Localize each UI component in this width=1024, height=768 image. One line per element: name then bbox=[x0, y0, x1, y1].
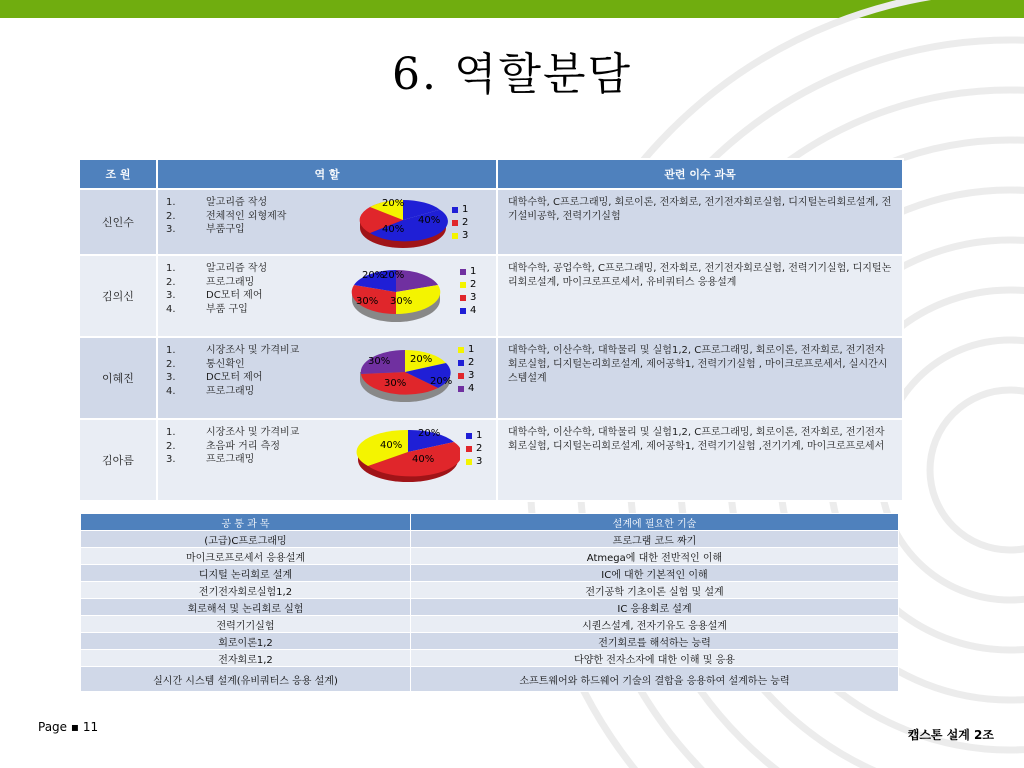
legend-item: 1 bbox=[460, 266, 476, 278]
legend-item: 2 bbox=[458, 357, 474, 369]
requirements-table bbox=[80, 513, 899, 692]
header-role: 역 할 bbox=[157, 159, 497, 189]
task-item: 1. 시장조사 및 가격비교 bbox=[166, 345, 300, 356]
pie-label: 30% bbox=[356, 296, 379, 307]
legend-item: 3 bbox=[466, 456, 482, 468]
pie-label: 20% bbox=[410, 354, 433, 365]
header-required-skill: 설계에 필요한 기술 bbox=[411, 514, 899, 531]
member-name: 이혜진 bbox=[79, 337, 157, 419]
pie-label: 20% bbox=[362, 270, 385, 281]
legend-item: 2 bbox=[452, 217, 468, 229]
table-row bbox=[81, 616, 899, 633]
task-item: 3. DC모터 제어 bbox=[166, 372, 263, 383]
skill-cell: 전기회로를 해석하는 능력 bbox=[411, 633, 899, 650]
pie-chart bbox=[350, 264, 442, 324]
chart-legend bbox=[458, 344, 474, 396]
legend-item: 2 bbox=[466, 443, 482, 455]
team-label: 캡스톤 설계 2조 bbox=[907, 728, 994, 742]
legend-item: 4 bbox=[460, 305, 476, 317]
pie-label: 20% bbox=[430, 376, 452, 387]
pie-label: 20% bbox=[382, 198, 405, 209]
courses-cell: 대학수학, C프로그래밍, 회로이론, 전자회로, 전기전자회로실험, 디지털논리회로설계, 전기설비공학, 전력기기실험 bbox=[497, 189, 903, 255]
role-table bbox=[78, 158, 904, 502]
skill-cell: Atmega에 대한 전반적인 이해 bbox=[411, 548, 899, 565]
subject-cell: 디지털 논리회로 설계 bbox=[81, 565, 411, 582]
subject-cell: 회로해석 및 논리회로 실험 bbox=[81, 599, 411, 616]
member-name: 김아름 bbox=[79, 419, 157, 501]
chart-legend bbox=[466, 430, 482, 469]
member-row bbox=[79, 419, 903, 501]
header-courses: 관련 이수 과목 bbox=[497, 159, 903, 189]
subject-cell: 전기전자회로실험1,2 bbox=[81, 582, 411, 599]
member-name: 김의신 bbox=[79, 255, 157, 337]
legend-item: 4 bbox=[458, 383, 474, 395]
table-row bbox=[81, 667, 899, 692]
courses-cell: 대학수학, 공업수학, C프로그래밍, 전자회로, 전기전자회로실험, 전력기기실험, 디지털논리회로설계, 마이크로프로세서, 유비쿼터스 응용설계 bbox=[497, 255, 903, 337]
pie-label: 30% bbox=[384, 378, 407, 389]
top-accent-bar bbox=[0, 0, 1024, 18]
member-row bbox=[79, 189, 903, 255]
chart-legend bbox=[452, 204, 468, 243]
table-row bbox=[81, 531, 899, 548]
role-cell bbox=[157, 255, 497, 337]
task-item: 2. 초음파 거리 측정 bbox=[166, 440, 280, 452]
task-item: 4. 프로그래밍 bbox=[166, 385, 255, 397]
pie-chart bbox=[356, 426, 460, 486]
task-item: 3. 프로그래밍 bbox=[166, 454, 255, 465]
table-row bbox=[81, 633, 899, 650]
member-row bbox=[79, 337, 903, 419]
pie-chart bbox=[358, 196, 448, 250]
task-item: 3. 부품구입 bbox=[166, 224, 245, 235]
subject-cell: 회로이론1,2 bbox=[81, 633, 411, 650]
pie-label: 30% bbox=[390, 296, 413, 307]
subject-cell: 전력기기실험 bbox=[81, 616, 411, 633]
table-row bbox=[81, 599, 899, 616]
courses-cell: 대학수학, 이산수학, 대학물리 및 실험1,2, C프로그래밍, 회로이론, 전자회로, 전기전자회로실험, 디지털논리회로설계, 제어공학1, 전력기기실험 , 마이크로프로세서, 실시간시스템설계 bbox=[497, 337, 903, 419]
skill-cell: 소프트웨어와 하드웨어 기술의 결합을 응용하여 설계하는 능력 bbox=[411, 667, 899, 692]
subject-cell: 전자회로1,2 bbox=[81, 650, 411, 667]
role-cell bbox=[157, 337, 497, 419]
skill-cell: 전기공학 기초이론 실험 및 설계 bbox=[411, 582, 899, 599]
skill-cell: 시퀀스설계, 전자기유도 응용설계 bbox=[411, 616, 899, 633]
legend-item: 3 bbox=[458, 370, 474, 382]
task-item: 1. 알고리즘 작성 bbox=[166, 197, 268, 208]
task-item: 4. 부품 구입 bbox=[166, 303, 248, 315]
pie-label: 20% bbox=[382, 270, 405, 281]
skill-cell: 프로그램 코드 짜기 bbox=[411, 531, 899, 548]
subject-cell: 마이크로프로세서 응용설계 bbox=[81, 548, 411, 565]
legend-item: 3 bbox=[452, 230, 468, 242]
pie-label: 40% bbox=[382, 224, 405, 235]
legend-item: 1 bbox=[466, 430, 482, 442]
legend-item: 1 bbox=[458, 344, 474, 356]
table-row bbox=[81, 650, 899, 667]
header-member: 조 원 bbox=[79, 159, 157, 189]
pie-label: 40% bbox=[380, 440, 403, 451]
subject-cell: (고급)C프로그래밍 bbox=[81, 531, 411, 548]
header-common-subject: 공 통 과 목 bbox=[81, 514, 411, 531]
member-name: 신인수 bbox=[79, 189, 157, 255]
task-item: 2. 전체적인 외형제작 bbox=[166, 210, 287, 222]
pie-label: 40% bbox=[412, 454, 435, 465]
task-item: 2. 통신확인 bbox=[166, 358, 245, 370]
slide-title: 6. 역할분담 bbox=[392, 49, 632, 100]
legend-item: 2 bbox=[460, 279, 476, 291]
legend-item: 3 bbox=[460, 292, 476, 304]
task-list bbox=[158, 256, 496, 316]
task-item: 1. 시장조사 및 가격비교 bbox=[166, 427, 300, 438]
task-item: 3. DC모터 제어 bbox=[166, 290, 263, 301]
page-number: Page ▪ 11 bbox=[38, 720, 99, 734]
chart-legend bbox=[460, 266, 476, 318]
task-item: 2. 프로그래밍 bbox=[166, 276, 255, 288]
role-cell bbox=[157, 189, 497, 255]
pie-label: 20% bbox=[418, 428, 441, 439]
courses-cell: 대학수학, 이산수학, 대학물리 및 실험1,2, C프로그래밍, 회로이론, 전자회로, 전기전자회로실험, 디지털논리회로설계, 제어공학1, 전력기기실험 ,전기기계, 마이크로프로세서 bbox=[497, 419, 903, 501]
role-cell bbox=[157, 419, 497, 501]
member-row bbox=[79, 255, 903, 337]
skill-cell: IC에 대한 기본적인 이해 bbox=[411, 565, 899, 582]
pie-label: 40% bbox=[418, 215, 441, 226]
table-row bbox=[81, 582, 899, 599]
pie-label: 30% bbox=[368, 356, 391, 367]
skill-cell: IC 응용회로 설계 bbox=[411, 599, 899, 616]
task-item: 1. 알고리즘 작성 bbox=[166, 263, 268, 274]
pie-chart bbox=[358, 344, 452, 404]
table-row bbox=[81, 548, 899, 565]
legend-item: 1 bbox=[452, 204, 468, 216]
skill-cell: 다양한 전자소자에 대한 이해 및 응용 bbox=[411, 650, 899, 667]
subject-cell: 실시간 시스템 설계(유비쿼터스 응용 설계) bbox=[81, 667, 411, 692]
table-row bbox=[81, 565, 899, 582]
